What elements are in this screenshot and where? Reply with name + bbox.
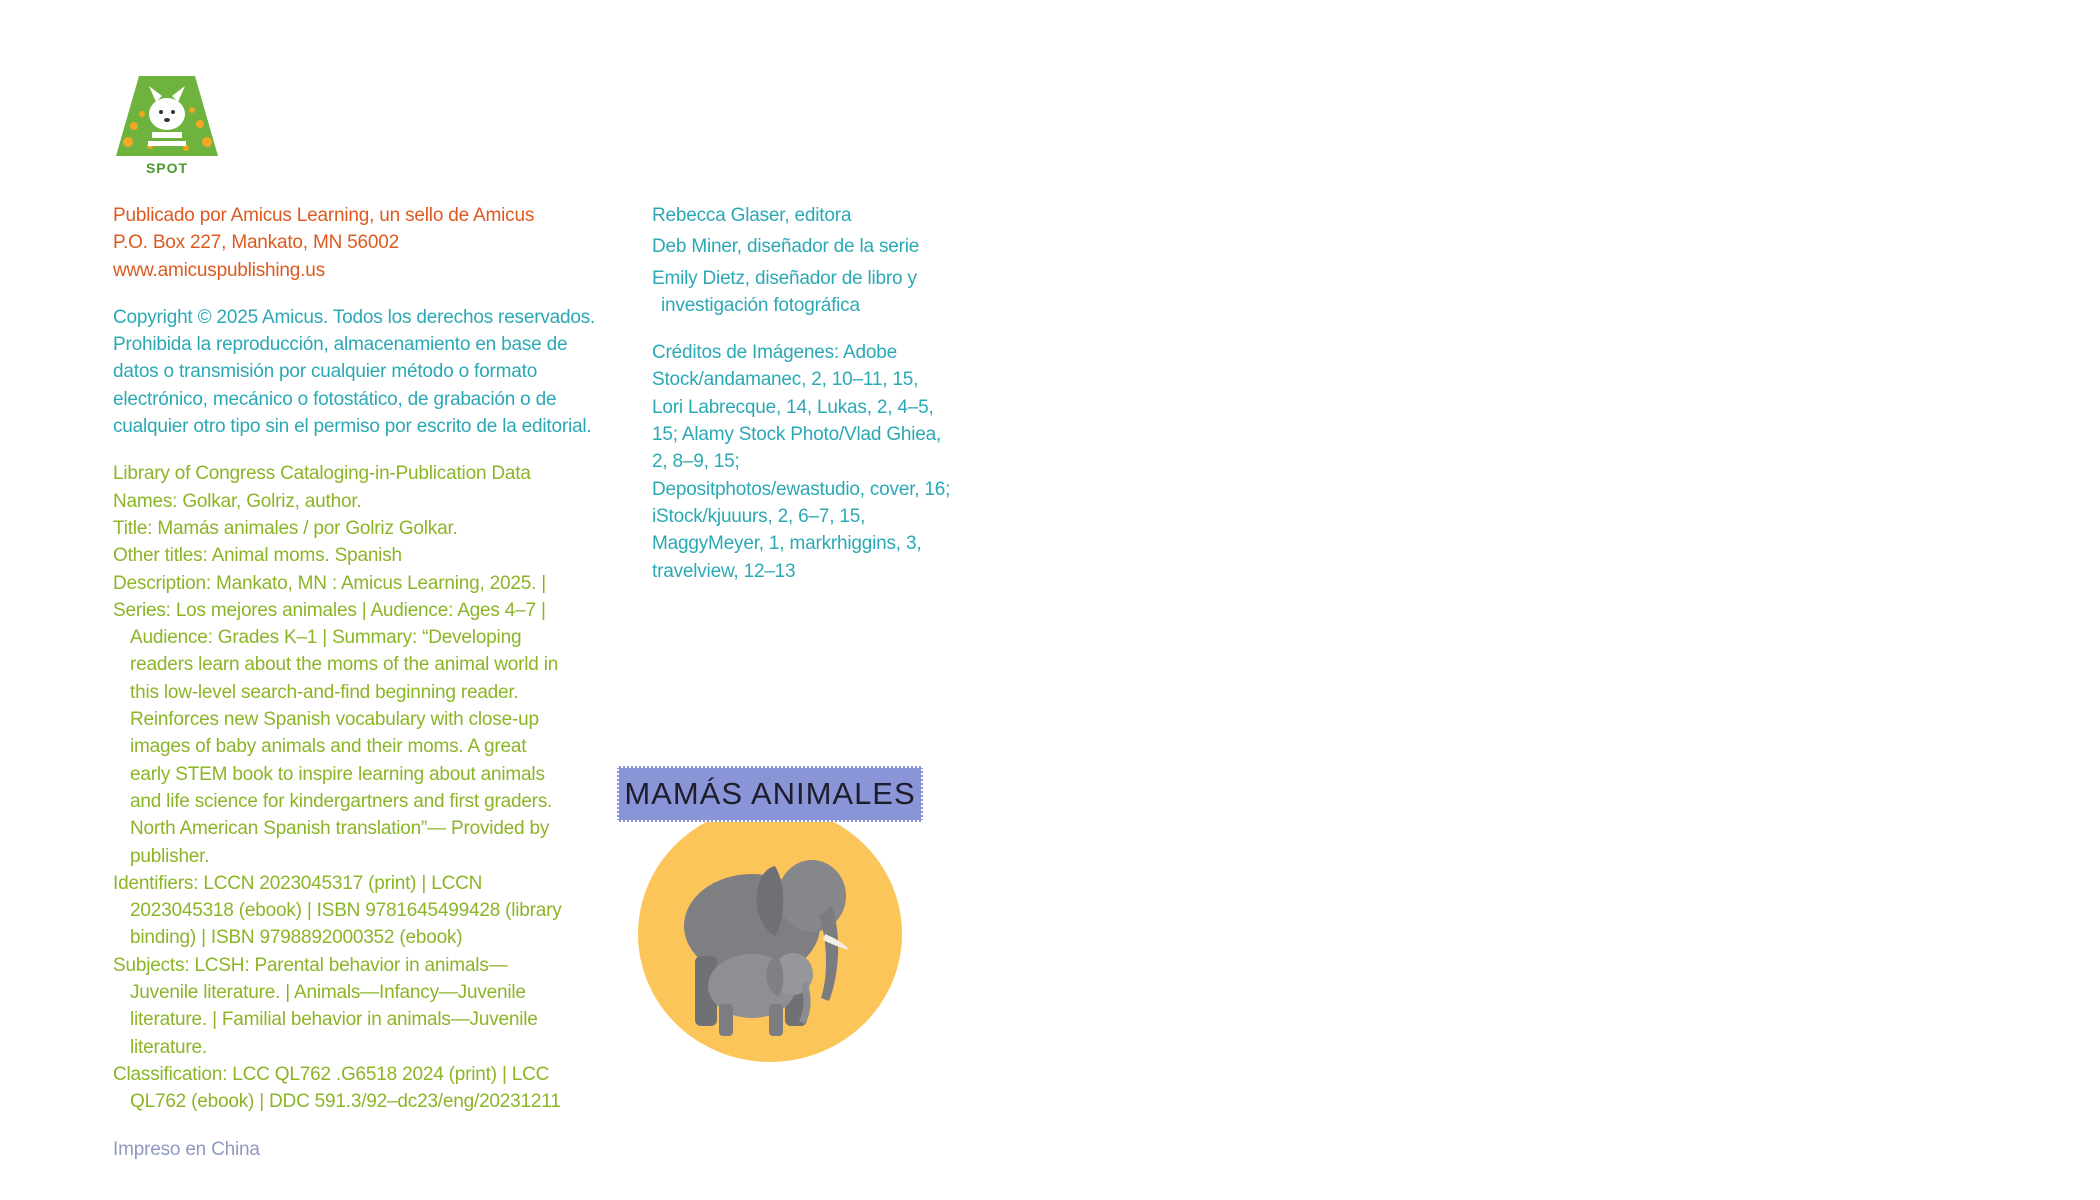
cover-thumbnail — [617, 766, 923, 1062]
publisher-line: Publicado por Amicus Learning, un sello de Amicus — [113, 205, 535, 226]
cip-classification: Classification: LCC QL762 .G6518 2024 (print) | LCC QL762 (ebook) | DDC 591.3/92–dc23/eng/20231211 — [113, 1063, 561, 1113]
cip-block — [113, 460, 565, 1115]
copyright-block — [113, 304, 596, 440]
credit-images: Créditos de Imágenes: Adobe Stock/andamanec, 2, 10–11, 15, Lori Labrecque, 14, Lukas, 2, 4–5, 15; Alamy Stock Photo/Vlad Ghiea, 2, 8–9, 15; Depositphotos/ewastudio, cover, 16; iStock/kjuuurs, 2, 6–7, 15, MaggyMeyer, 1, markrhiggins, 3, travelview, 12–13 — [652, 342, 951, 582]
copyright-line: datos o transmisión por cualquier método o formato — [113, 361, 538, 383]
cip-subjects: Subjects: LCSH: Parental behavior in animals—Juvenile literature. | Animals—Infancy—Juvenile literature. | Familial behavior in animals—Juvenile literature. — [113, 954, 538, 1058]
spot-fox-icon — [112, 74, 222, 178]
cip-identifiers: Identifiers: LCCN 2023045317 (print) | LCCN 2023045318 (ebook) | ISBN 9781645499428 (library binding) | ISBN 9798892000352 (ebook) — [113, 872, 562, 949]
cip-description: Description: Mankato, MN : Amicus Learning, 2025. | — [113, 572, 546, 594]
printed-in: Impreso en China — [113, 1138, 260, 1160]
cip-title: Title: Mamás animales / por Golriz Golkar. — [113, 517, 458, 539]
cover-banner — [617, 766, 923, 822]
publisher-url[interactable]: www.amicuspublishing.us — [113, 259, 325, 281]
elephant-icon — [657, 826, 887, 1046]
cover-title: MAMÁS ANIMALES — [624, 776, 916, 811]
cip-heading: Library of Congress Cataloging-in-Publication Data — [113, 463, 531, 485]
left-column — [113, 202, 596, 1163]
cip-other-titles: Other titles: Animal moms. Spanish — [113, 545, 402, 567]
credit-book-designer: Emily Dietz, diseñador de libro y investigación fotográfica — [652, 267, 917, 316]
cip-series: Series: Los mejores animales | Audience: Ages 4–7 | Audience: Grades K–1 | Summary: “Developing readers learn about the moms of the animal world in this low-level search-and-find beginning reader. Reinforces new Spanish vocabulary with close-up images of baby animals and their moms. A great early STEM book to inspire learning about animals and life science for kindergartners and first graders. North American Spanish translation”— Provided by publisher. — [113, 599, 559, 867]
spot-logo — [112, 74, 222, 178]
copyright-line: Prohibida la reproducción, almacenamiento en base de — [113, 334, 568, 356]
cip-names: Names: Golkar, Golriz, author. — [113, 490, 362, 512]
logo-label: SPOT — [145, 160, 189, 176]
copyright-line: cualquier otro tipo sin el permiso por escrito de la editorial. — [113, 416, 592, 438]
credits-column — [652, 202, 962, 585]
publisher-block — [113, 202, 583, 284]
copyright-line: electrónico, mecánico o fotostático, de grabación o de — [113, 388, 557, 410]
publisher-address: P.O. Box 227, Mankato, MN 56002 — [113, 232, 400, 254]
copyright-line: Copyright © 2025 Amicus. Todos los derechos reservados. — [113, 306, 596, 328]
credit-series-designer: Deb Miner, diseñador de la serie — [652, 236, 920, 258]
credit-editor: Rebecca Glaser, editora — [652, 205, 852, 226]
